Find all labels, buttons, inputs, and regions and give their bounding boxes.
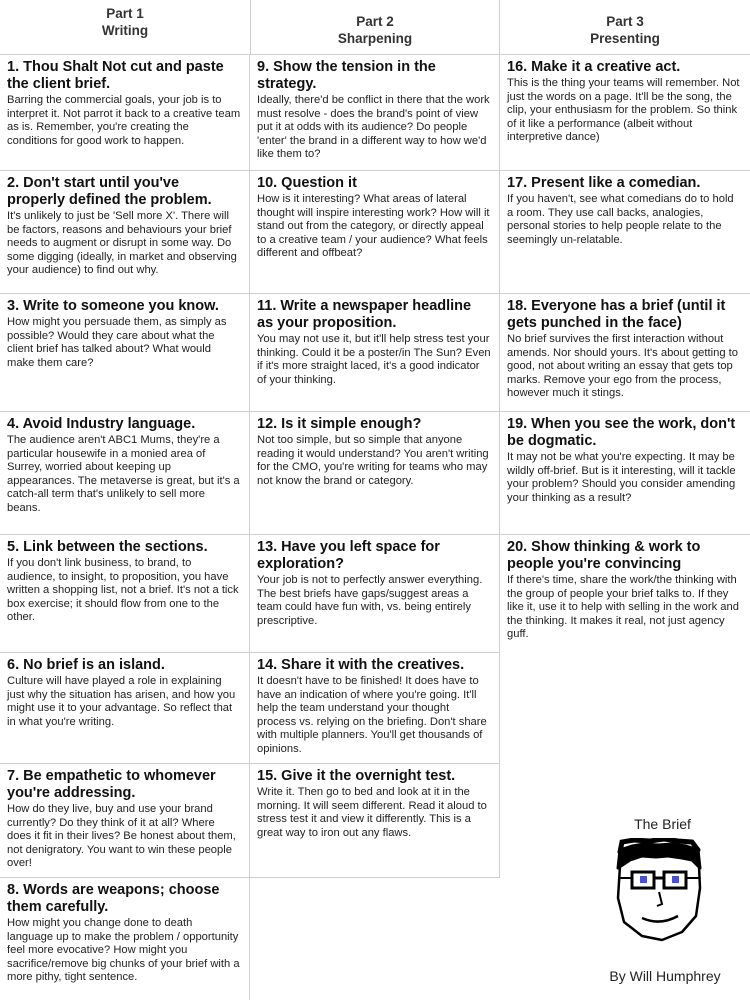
- tip-body: It's unlikely to just be 'Sell more X'. There will be factors, reasons and behaviours your brief needs to augment or disrupt in some way. Do some digging (ideally, in market and observing your audience) to find out why.: [7, 210, 237, 277]
- tip-title: 13. Have you left space for exploration?: [257, 539, 440, 572]
- tip-title: 6. No brief is an island.: [7, 657, 165, 673]
- tip-body: How might you persuade them, as simply as possible? Would they care about what the client brief has talked about? What would make them care?: [7, 316, 227, 369]
- tip-card-1: [0, 55, 250, 171]
- tip-card-17: [500, 171, 750, 294]
- tip-card-16: [500, 55, 750, 171]
- header-part-name: Presenting: [590, 31, 660, 46]
- tip-title: 8. Words are weapons; choose them carefully.: [7, 882, 220, 915]
- tip-body: How do they live, buy and use your brand currently? Do they think of it at all? Where does it fit in their lives? Be honest about them, not denigratory. You want to win these people over!: [7, 803, 236, 870]
- header-col-divider: [250, 0, 251, 55]
- tip-title: 5. Link between the sections.: [7, 539, 208, 555]
- tip-body: You may not use it, but it'll help stress test your thinking. Could it be a poster/in The Sun? Even if it's more straight laced, it's a good indicator of your thinking.: [257, 333, 491, 386]
- tip-body: Culture will have played a role in explaining just why the situation has arisen, and how you might use it to your advantage. So reflect that in what you're writing.: [7, 675, 236, 728]
- tip-title: 1. Thou Shalt Not cut and paste the client brief.: [7, 59, 224, 92]
- tip-body: It doesn't have to be finished! It does have to have an indication of where you're going. It'll help the team understand your thought process vs. relying on the briefing. Don't share with multiple planners. You'll get thousands of opinions.: [257, 675, 487, 755]
- tip-card-18: [500, 294, 750, 412]
- tip-title: 4. Avoid Industry language.: [7, 416, 196, 432]
- tip-body: Ideally, there'd be conflict in there that the work must resolve - does the brand's point of view put it at odds with its audience? Do people 'enter' the brand in a different way to how we'd like them to?: [257, 94, 490, 161]
- brief-byline: By Will Humphrey: [609, 968, 721, 984]
- tip-card-15: [250, 764, 500, 878]
- tip-body: No brief survives the first interaction without amends. Nor should yours. It's about getting to good, not about writing an essay that gets top marks. Remove your ego from the process, however much it stings.: [507, 333, 738, 400]
- tip-card-13: [250, 535, 500, 653]
- tip-body: The audience aren't ABC1 Mums, they're a particular housewife in a monied area of Surrey, worried about keeping up appearances. The metaverse is great, but it's a catch-all term that's unlikely to sell more beans.: [7, 434, 240, 514]
- header-part-label: Part 2: [356, 14, 394, 29]
- header-part-3: [500, 0, 750, 55]
- tip-body: Your job is not to perfectly answer everything. The best briefs have gaps/suggest areas a team could have fun with, vs. being entirely prescriptive.: [257, 574, 483, 627]
- tip-body: This is the thing your teams will remember. Not just the words on a page. It'll be the song, the clip, your enthusiasm for the problem. So think of it like a performance (albeit without interpretive dance): [507, 77, 740, 144]
- tip-body: How might you change done to death language up to make the problem / opportunity feel more evocative? How might you sacrifice/remove big chunks of your brief with a more pithy, tight sentence.: [7, 917, 240, 984]
- brief-title: The Brief: [634, 816, 691, 832]
- tip-body: If you don't link business, to brand, to audience, to insight, to proposition, you have written a shopping list, not a brief. It's not a tick box exercise; it should flow from one to the other.: [7, 557, 239, 624]
- tip-body: Barring the commercial goals, your job is to interpret it. Not parrot it back to a creative team as is. Remember, you're creating the conditions for good work to happen.: [7, 94, 241, 147]
- header-col-divider: [499, 0, 500, 55]
- tip-card-20: [500, 535, 750, 653]
- tip-body: If you haven't, see what comedians do to hold a room. They use call backs, analogies, personal stories to help people relate to the seemingly un-relatable.: [507, 193, 734, 246]
- header-part-2: [250, 0, 500, 55]
- tip-card-3: [0, 294, 250, 412]
- tip-card-7: [0, 764, 250, 878]
- tip-body: How is it interesting? What areas of lateral thought will inspire interesting work? How will it stand out from the category, or directly appeal to a creative team / your audience? What feels different and offbeat?: [257, 193, 490, 260]
- tip-title: 3. Write to someone you know.: [7, 298, 219, 314]
- header-part-name: Sharpening: [337, 31, 413, 46]
- tip-title: 15. Give it the overnight test.: [257, 768, 456, 784]
- tip-body: Not too simple, but so simple that anyone reading it would understand? You aren't writing for the CMO, you're writing for teams who may not know the brand or category.: [257, 434, 489, 487]
- tip-card-6: [0, 653, 250, 764]
- tip-card-14: [250, 653, 500, 764]
- tip-card-8: [0, 878, 250, 1000]
- tip-card-12: [250, 412, 500, 535]
- tip-title: 14. Share it with the creatives.: [257, 657, 465, 673]
- tip-title: 7. Be empathetic to whomever you're addressing.: [7, 768, 216, 801]
- tip-card-19: [500, 412, 750, 535]
- header-part-1: [0, 0, 250, 55]
- tip-card-4: [0, 412, 250, 535]
- header-part-label: Part 1: [106, 6, 144, 21]
- tip-title: 10. Question it: [257, 175, 357, 191]
- tip-title: 11. Write a newspaper headline as your proposition.: [257, 298, 472, 331]
- tip-card-11: [250, 294, 500, 412]
- tip-card-2: [0, 171, 250, 294]
- tip-title: 2. Don't start until you've properly defined the problem.: [7, 175, 212, 208]
- doodle-face-icon: [612, 838, 707, 948]
- tip-card-10: [250, 171, 500, 294]
- tip-card-5: [0, 535, 250, 653]
- header-part-label: Part 3: [606, 14, 644, 29]
- tip-title: 16. Make it a creative act.: [507, 59, 681, 75]
- tip-title: 9. Show the tension in the strategy.: [257, 59, 436, 92]
- tip-body: It may not be what you're expecting. It may be wildly off-brief. But is it interesting, will it tackle your problem? Should you consider amending your thinking as a result?: [507, 451, 736, 504]
- header-part-name: Writing: [101, 23, 149, 38]
- tip-card-9: [250, 55, 500, 171]
- tip-body: If there's time, share the work/the thinking with the group of people your brief talks to. If they like it, use it to help with selling in the work and the thinking. It makes it real, not just agency guff.: [507, 574, 739, 641]
- tip-title: 12. Is it simple enough?: [257, 416, 422, 432]
- tip-body: Write it. Then go to bed and look at it in the morning. It will seem different. Read it aloud to stress test it and view it differently. This is a great way to iron out any flaws.: [257, 786, 487, 839]
- tip-title: 17. Present like a comedian.: [507, 175, 701, 191]
- tip-title: 19. When you see the work, don't be dogmatic.: [507, 416, 736, 449]
- tip-title: 18. Everyone has a brief (until it gets punched in the face): [507, 298, 726, 331]
- tip-title: 20. Show thinking & work to people you're convincing: [507, 539, 701, 572]
